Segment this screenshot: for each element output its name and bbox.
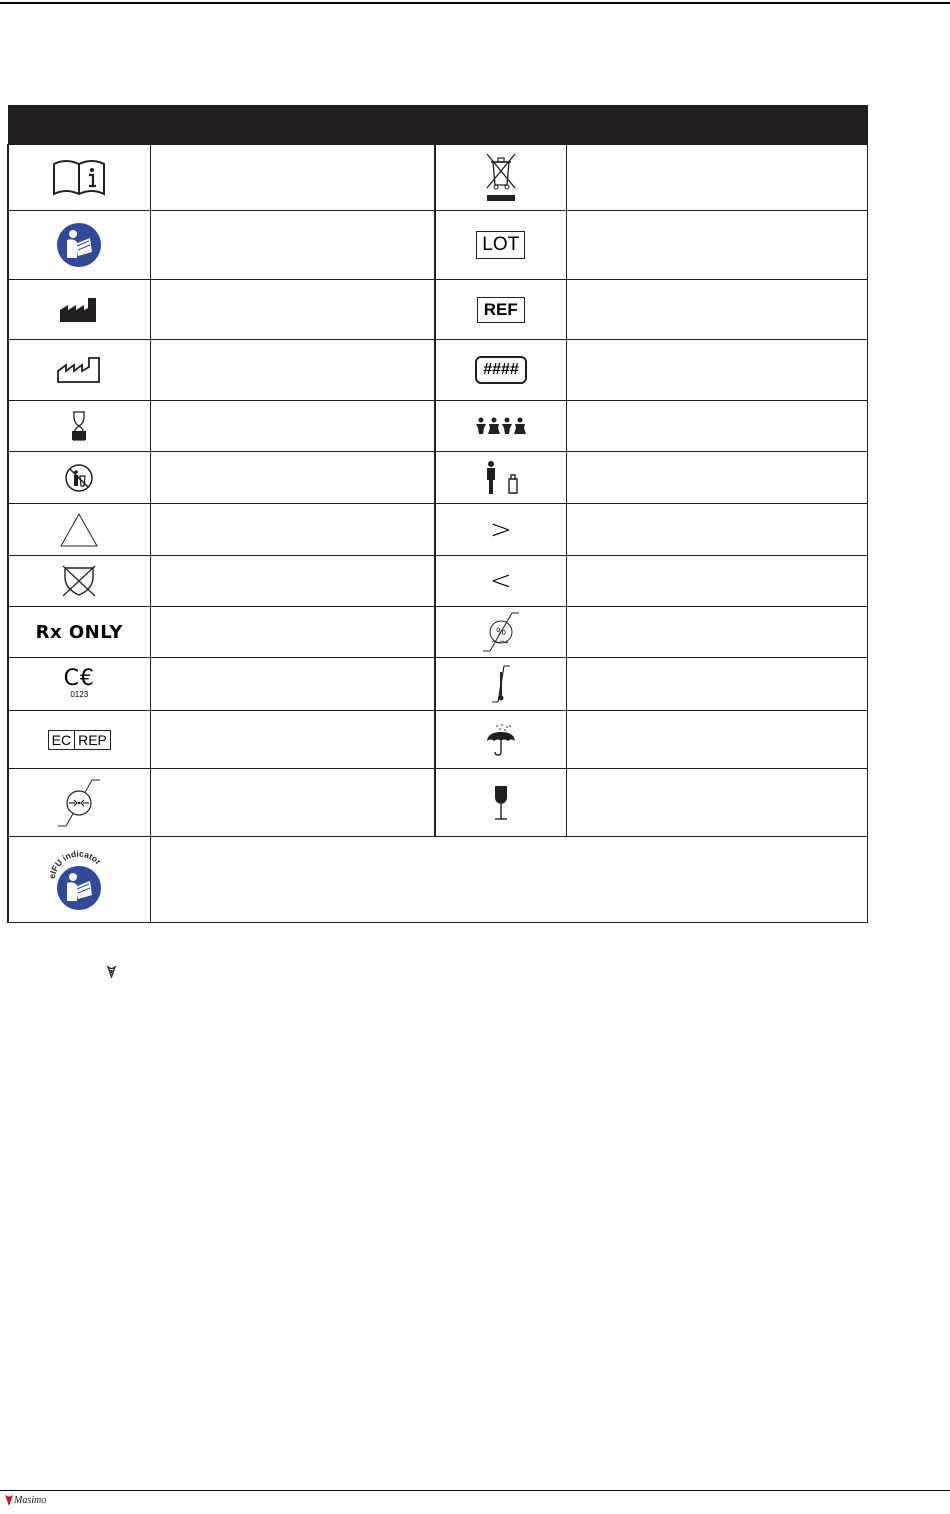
symbols-table — [7, 105, 868, 923]
symbol-cell — [435, 452, 566, 504]
table-row — [8, 401, 867, 452]
hourglass-use-by-icon — [71, 411, 87, 441]
description-cell — [566, 340, 867, 401]
ce-mark-text: C€ — [63, 666, 95, 691]
table-row — [8, 452, 867, 504]
ec-rep-text-b: REP — [74, 731, 110, 749]
eifu-arc-text: eIFU indicator — [47, 848, 104, 879]
description-cell — [150, 211, 435, 280]
footer-rule — [0, 1490, 950, 1491]
symbol-cell — [8, 769, 150, 837]
symbol-cell — [8, 145, 150, 211]
description-cell — [566, 504, 867, 556]
weee-crossed-bin-icon — [484, 152, 518, 204]
patient-weight-icon — [482, 461, 520, 495]
table-row — [8, 340, 867, 401]
description-cell — [566, 556, 867, 607]
lot-code-icon: LOT — [476, 231, 525, 259]
masimo-logo-icon — [5, 1494, 13, 1507]
table-row — [8, 769, 867, 837]
humidity-limit-icon — [481, 611, 521, 653]
description-cell — [566, 658, 867, 711]
header-cell-description-1 — [150, 106, 435, 145]
less-than-icon: < — [489, 566, 512, 596]
symbol-cell — [435, 607, 566, 658]
table-row — [8, 145, 867, 211]
date-of-manufacture-outline-icon — [56, 356, 102, 384]
manufacturer-factory-filled-icon — [59, 297, 99, 323]
notified-body-number: 0123 — [70, 690, 89, 699]
latex-free-crossed-shield-icon — [62, 565, 96, 597]
symbol-cell — [435, 658, 566, 711]
description-cell — [566, 145, 867, 211]
header-cell-symbol-1 — [8, 106, 150, 145]
symbol-cell — [435, 145, 566, 211]
description-cell — [150, 711, 435, 769]
svg-text:%: % — [495, 626, 506, 638]
table-row — [8, 711, 867, 769]
masimo-v-icon — [107, 966, 116, 978]
table-row — [8, 837, 867, 923]
table-row — [8, 211, 867, 280]
symbol-cell — [435, 711, 566, 769]
no-reuse-trash-icon — [64, 463, 94, 493]
quantity-figures-icon — [475, 417, 527, 435]
description-cell — [566, 769, 867, 837]
symbol-cell — [8, 556, 150, 607]
top-rule — [0, 2, 950, 4]
rx-only-icon: Rx ONLY — [35, 621, 123, 643]
header-cell-symbol-2 — [435, 106, 566, 145]
description-cell — [150, 556, 435, 607]
fragile-glass-icon — [491, 785, 511, 821]
description-cell-wide — [150, 837, 867, 923]
description-cell — [150, 504, 435, 556]
caution-triangle-icon — [59, 512, 99, 548]
symbol-cell — [435, 280, 566, 340]
table-header-row — [8, 106, 867, 145]
symbol-cell — [8, 658, 150, 711]
symbol-cell — [8, 340, 150, 401]
description-cell — [150, 280, 435, 340]
symbol-cell — [8, 711, 150, 769]
ec-rep-text-a: EC — [51, 731, 72, 748]
description-cell — [150, 145, 435, 211]
description-cell — [566, 280, 867, 340]
atmospheric-pressure-limit-icon — [54, 778, 104, 828]
description-cell — [150, 658, 435, 711]
symbol-cell — [435, 211, 566, 280]
serial-number-box-icon: #### — [475, 356, 527, 384]
description-cell — [566, 711, 867, 769]
symbol-cell — [435, 401, 566, 452]
reference-number-icon: REF — [477, 297, 525, 323]
keep-dry-umbrella-icon — [484, 723, 518, 757]
description-cell — [150, 452, 435, 504]
symbol-cell — [8, 211, 150, 280]
symbol-cell — [8, 607, 150, 658]
ec-rep-icon — [48, 730, 111, 750]
ce-mark-icon — [64, 668, 95, 700]
header-cell-description-2 — [566, 106, 867, 145]
table-row — [8, 280, 867, 340]
description-cell — [150, 401, 435, 452]
eifu-indicator-icon — [47, 847, 111, 913]
description-cell — [566, 211, 867, 280]
table-row — [8, 504, 867, 556]
consult-instructions-book-icon — [52, 158, 106, 198]
symbol-cell — [8, 280, 150, 340]
symbol-cell — [435, 769, 566, 837]
symbol-cell — [8, 401, 150, 452]
table-row — [8, 556, 867, 607]
temperature-limit-icon — [490, 664, 512, 704]
description-cell — [566, 452, 867, 504]
symbol-cell — [435, 556, 566, 607]
symbol-cell — [435, 504, 566, 556]
description-cell — [150, 607, 435, 658]
symbol-cell — [435, 340, 566, 401]
description-cell — [566, 401, 867, 452]
logo-text: Masimo — [14, 1495, 47, 1506]
table-row — [8, 607, 867, 658]
follow-instructions-blue-icon — [56, 222, 102, 268]
symbol-cell — [8, 452, 150, 504]
description-cell — [150, 340, 435, 401]
symbol-cell — [8, 504, 150, 556]
table-row — [8, 658, 867, 711]
footer-logo — [5, 1494, 46, 1507]
symbol-cell — [8, 837, 150, 923]
description-cell — [150, 769, 435, 837]
greater-than-icon: > — [489, 514, 512, 545]
description-cell — [566, 607, 867, 658]
